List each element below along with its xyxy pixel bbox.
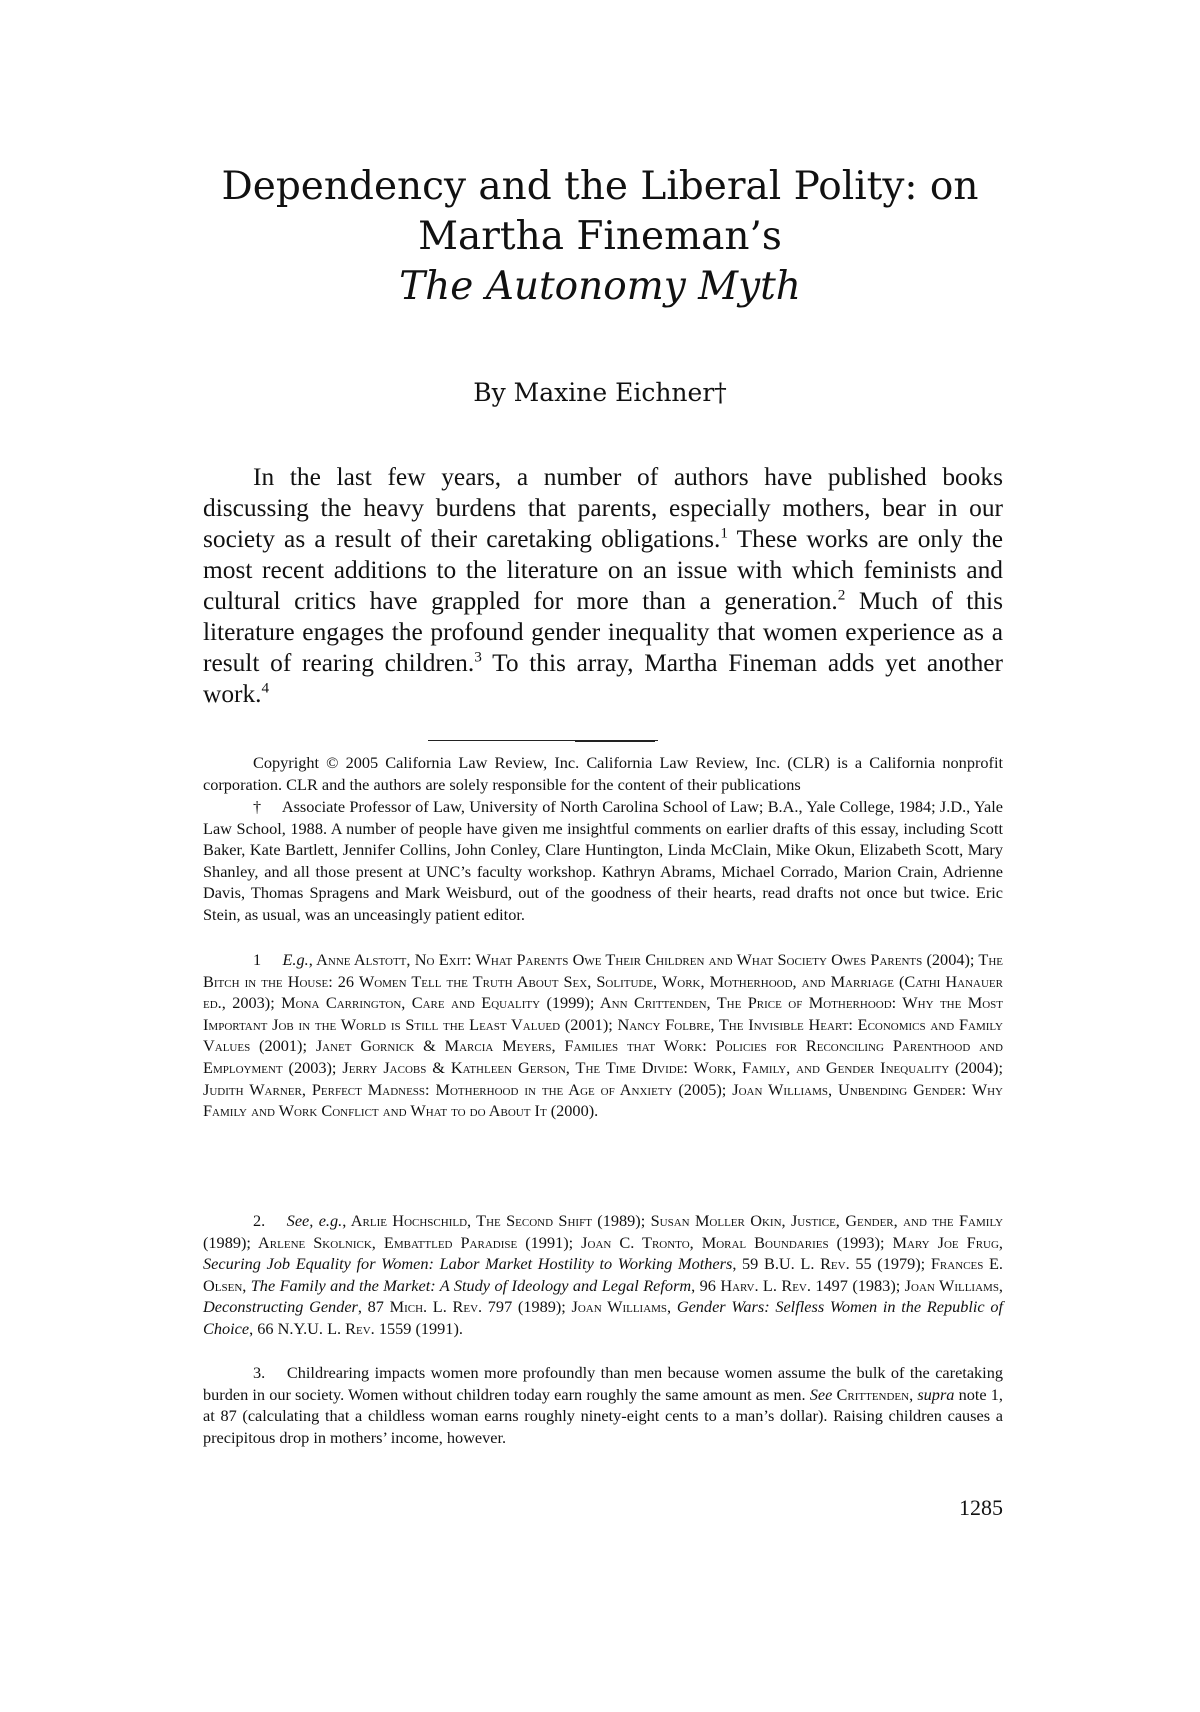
footnote-1: 1 E.g., Anne Alstott, No Exit: What Parents Owe Their Children and What Society Owes Parents (2004); The Bitch in the House: 26 Women Tell the Truth About Sex, Solitude, Work, Motherhood, and Marriage (Cathi Hanauer ed., 2003); Mona Carrington, Care and Equality (1999); Ann Crittenden, The Price of Motherhood: Why the Most Important Job in the World is Still the Least Valued (2001); Nancy Folbre, The Invisible Heart: Economics and Family Values (2001); Janet Gornick & Marcia Meyers, Families that Work: Policies for Reconciling Parenthood and Employment (2003); Jerry Jacobs & Kathleen Gerson, The Time Divide: Work, Family, and Gender Inequality (2004); Judith Warner, Perfect Madness: Motherhood in the Age of Anxiety (2005); Joan Williams, Unbending Gender: Why Family and Work Conflict and What to do About It (2000). xyxy=(203,950,1004,1121)
author-footnote-mark: † xyxy=(714,378,727,407)
footnote-divider-accent xyxy=(575,740,655,742)
body-text-4: To this array, Martha Fineman adds yet another work. xyxy=(203,649,1003,708)
footnote-3: 3. Childrearing impacts women more profoundly than men because women assume the bulk of the caretaking burden in our society. Women without children today earn roughly the same amount as men. See Crittenden, supra note 1, at 87 (calculating that a childless woman earns roughly ninety-eight cents to a man’s dollar). Raising children causes a precipitous drop in mothers’ income, however. xyxy=(203,1363,1003,1447)
title-line-1: Dependency and the Liberal Polity: on xyxy=(221,164,979,209)
article-title xyxy=(150,162,1050,312)
body-text-1: In the last few years, a number of authors have published books discussing the heavy burdens that parents, especially mothers, bear in our society as a result of their caretaking obligations. xyxy=(203,463,1003,553)
body-text-3: Much of this literature engages the profound gender inequality that women experience as a result of rearing children. xyxy=(203,587,1003,677)
footnote-copyright: Copyright © 2005 California Law Review, Inc. California Law Review, Inc. (CLR) is a California nonprofit corporation. CLR and the authors are solely responsible for the content of their publications xyxy=(203,753,1003,794)
page-number: 1285 xyxy=(959,1495,1003,1520)
footnote-ref-1: 1 xyxy=(720,524,728,542)
body-text-2: These works are only the most recent additions to the literature on an issue with which feminists and cultural critics have grappled for more than a generation. xyxy=(203,525,1003,615)
footnote-dagger: † Associate Professor of Law, University of North Carolina School of Law; B.A., Yale College, 1984; J.D., Yale Law School, 1988. A number of people have given me insightful comments on earlier drafts of this essay, including Scott Baker, Kate Bartlett, Jennifer Collins, John Conley, Clare Huntington, Linda McClain, Mike Okun, Elizabeth Scott, Mary Shanley, and all those present at UNC’s faculty workshop. Kathryn Abrams, Michael Corrado, Marion Crain, Adrienne Davis, Thomas Spragens and Mark Weisburd, out of the goodness of their hearts, read drafts not once but twice. Eric Stein, as usual, was an unceasingly patient editor. xyxy=(203,797,1003,924)
footnote-ref-3: 3 xyxy=(474,648,482,666)
title-line-3: The Autonomy Myth xyxy=(399,264,801,309)
author-byline xyxy=(150,377,1050,409)
opening-paragraph xyxy=(203,462,1003,710)
title-line-2: Martha Fineman’s xyxy=(418,214,782,259)
footnote-ref-4: 4 xyxy=(261,679,270,697)
footnote-ref-2: 2 xyxy=(837,586,846,604)
footnote-2: 2. See, e.g., Arlie Hochschild, The Second Shift (1989); Susan Moller Okin, Justice, Gender, and the Family (1989); Arlene Skolnick, Embattled Paradise (1991); Joan C. Tronto, Moral Boundaries (1993); Mary Joe Frug, Securing Job Equality for Women: Labor Market Hostility to Working Mothers, 59 B.U. L. Rev. 55 (1979); Frances E. Olsen, The Family and the Market: A Study of Ideology and Legal Reform, 96 Harv. L. Rev. 1497 (1983); Joan Williams, Deconstructing Gender, 87 Mich. L. Rev. 797 (1989); Joan Williams, Gender Wars: Selfless Women in the Republic of Choice, 66 N.Y.U. L. Rev. 1559 (1991). xyxy=(203,1211,1004,1338)
author-name: By Maxine Eichner xyxy=(473,378,715,407)
